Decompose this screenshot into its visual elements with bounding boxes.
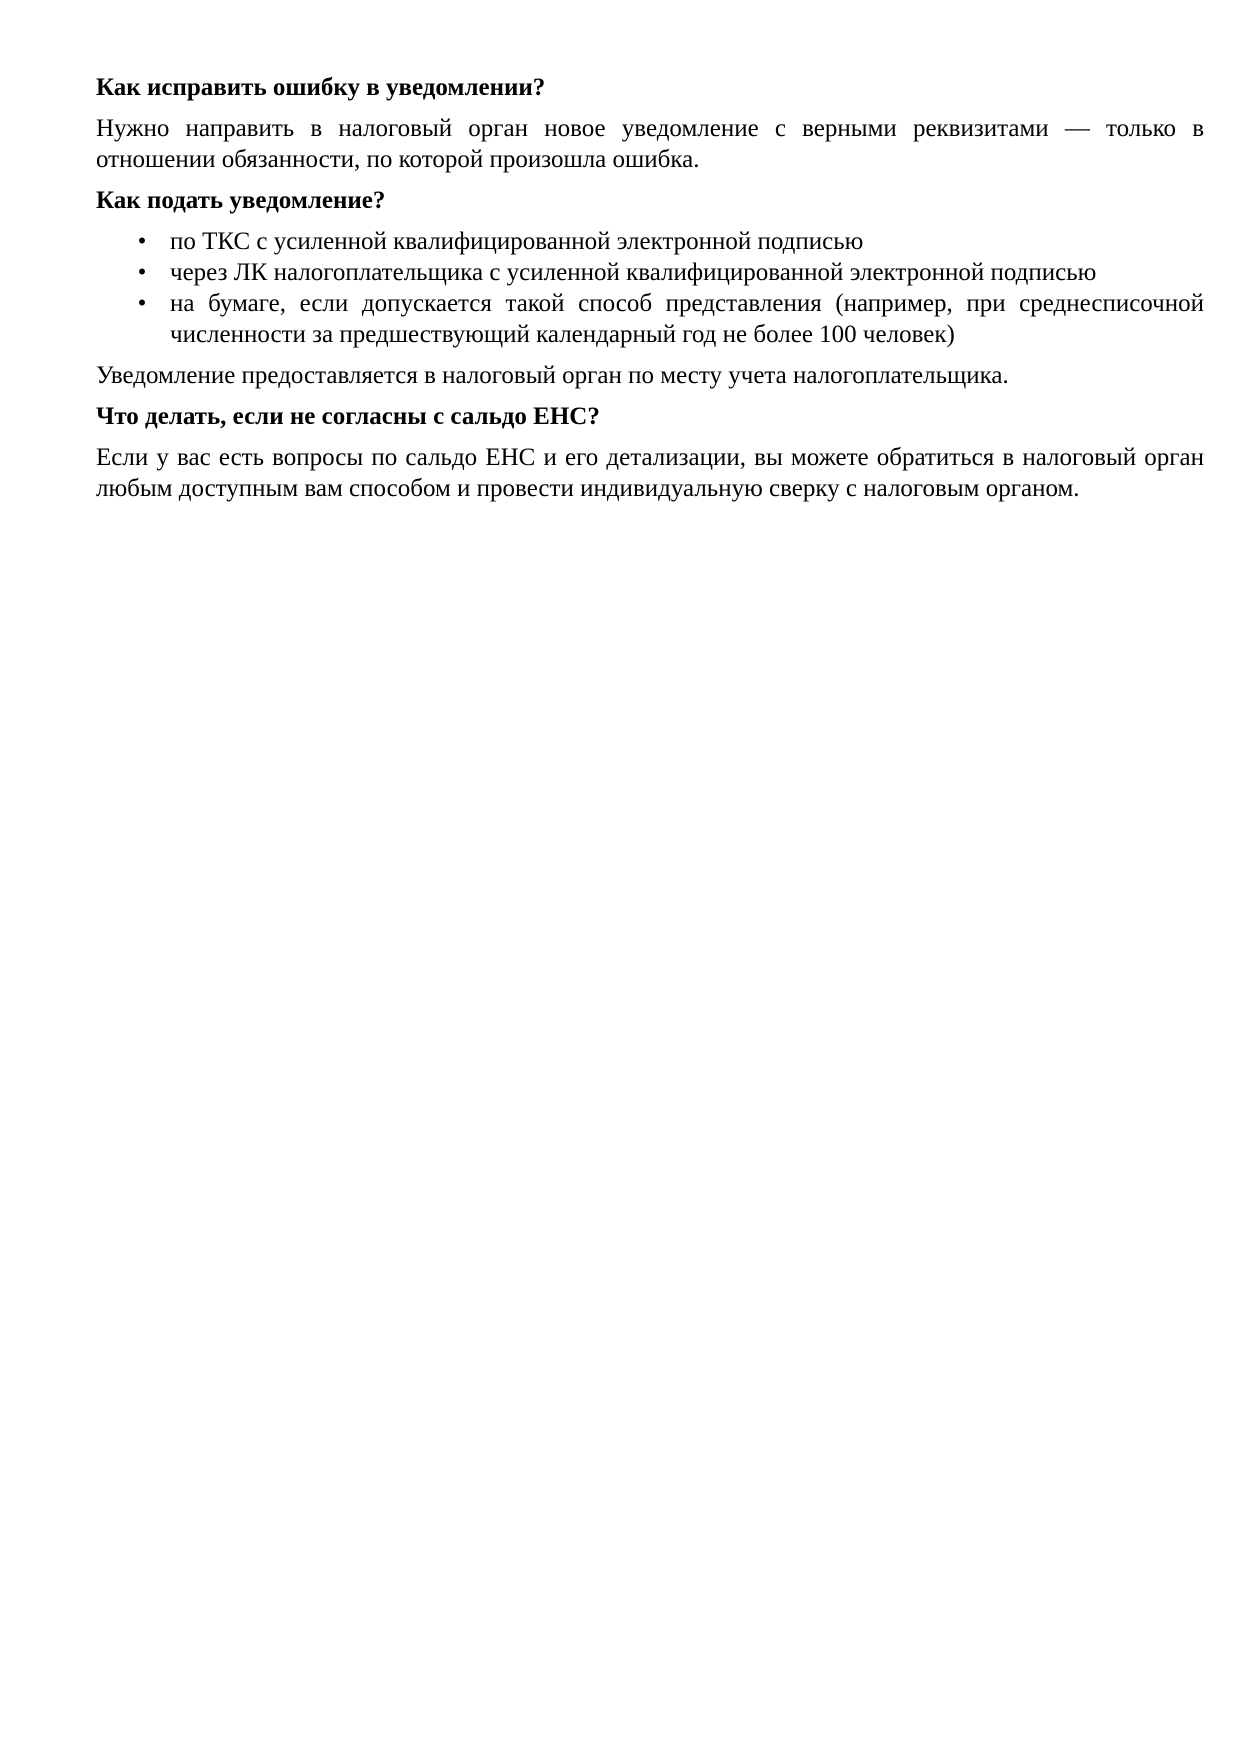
paragraph-fix-error: Нужно направить в налоговый орган новое уведомление с верными реквизитами — только в отношении обязанности, по которой произошла ошибка. [96,115,1204,173]
bullet-icon: • [137,290,147,317]
section-heading-how-to-submit: Как подать уведомление? [96,187,386,214]
bullet-icon: • [137,259,147,286]
section-heading-disagree-balance: Что делать, если не согласны с сальдо ЕНС? [96,403,600,430]
list-item-text: через ЛК налогоплательщика с усиленной квалифицированной электронной подписью [170,259,1097,286]
list-item-text: по ТКС с усиленной квалифицированной электронной подписью [170,228,864,255]
document-page [96,72,1204,514]
list-item [96,226,1204,257]
section-heading-fix-error: Как исправить ошибку в уведомлении? [96,74,546,101]
paragraph-disagree-balance: Если у вас есть вопросы по сальдо ЕНС и его детализации, вы можете обратиться в налоговый орган любым доступным вам способом и провести индивидуальную сверку с налоговым органом. [96,444,1204,502]
list-item [96,288,1204,350]
list-item [96,257,1204,288]
submission-methods-list [96,226,1204,350]
bullet-icon: • [137,228,147,255]
list-item-text: на бумаге, если допускается такой способ представления (например, при среднесписочной численности за предшествующий календарный год не более 100 человек) [170,290,1204,348]
paragraph-submission-place: Уведомление предоставляется в налоговый орган по месту учета налогоплательщика. [96,362,1009,389]
